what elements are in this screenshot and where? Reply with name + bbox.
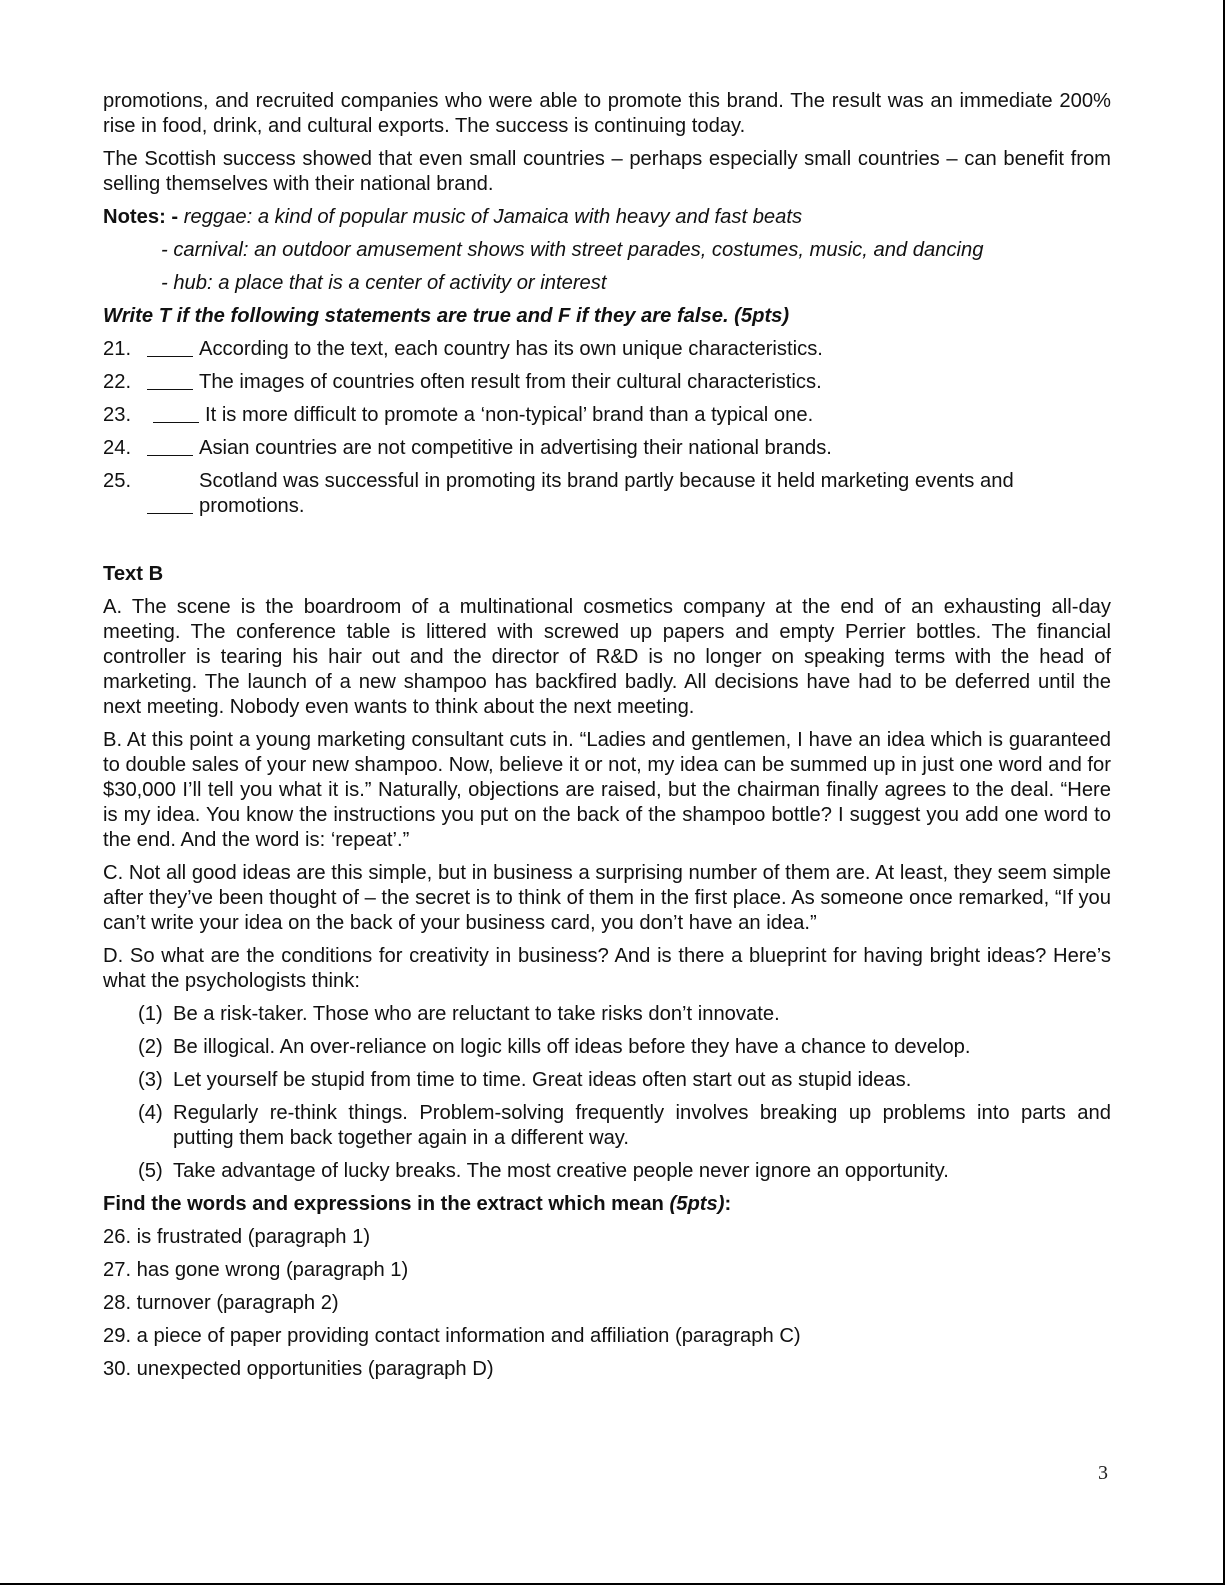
vocab-question-26: 26. is frustrated (paragraph 1) — [103, 1226, 371, 1248]
find-points: (5pts) — [669, 1193, 725, 1215]
list-item-text: Regularly re-think things. Problem-solving frequently involves breaking up problems into parts and putting them back together again in a different way. — [173, 1102, 1111, 1149]
tf-question-22 — [103, 370, 1111, 395]
question-text: It is more difficult to promote a ‘non-typical’ brand than a typical one. — [205, 404, 814, 426]
question-text: Asian countries are not competitive in advertising their national brands. — [199, 437, 832, 459]
list-item-text: Take advantage of lucky breaks. The most creative people never ignore an opportunity. — [173, 1160, 949, 1182]
tf-question-23 — [103, 403, 1111, 428]
answer-blank[interactable] — [147, 337, 199, 362]
list-item-text: Be illogical. An over-reliance on logic kills off ideas before they have a chance to develop. — [173, 1036, 971, 1058]
text-a-conclusion: The Scottish success showed that even small countries – perhaps especially small countries – can benefit from selling themselves with their national brand. — [103, 148, 1111, 195]
find-words-instruction — [103, 1192, 1111, 1217]
list-item-number: (3) — [138, 1069, 163, 1091]
vocab-question-29: 29. a piece of paper providing contact information and affiliation (paragraph C) — [103, 1325, 801, 1347]
tf-question-21 — [103, 337, 1111, 362]
question-number: 22. — [103, 371, 132, 393]
question-text: The images of countries often result from their cultural characteristics. — [199, 371, 822, 393]
paragraph-c: C. Not all good ideas are this simple, but in business a surprising number of them are. At least, they seem simple after they’ve been thought of – the secret is to think of them in the first place. As someone once remarked, “If you can’t write your idea on the back of your business card, you don’t have an idea.” — [103, 862, 1111, 934]
question-number: 21. — [103, 338, 132, 360]
list-item-text: Let yourself be stupid from time to time. Great ideas often start out as stupid ideas. — [173, 1069, 912, 1091]
list-item — [103, 1101, 1111, 1151]
paragraph-a: A. The scene is the boardroom of a multinational cosmetics company at the end of an exhausting all-day meeting. The conference table is littered with screwed up papers and empty Perrier bottles. The financial controller is tearing his hair out and the director of R&D is no longer on speaking terms with the head of marketing. The launch of a new shampoo has backfired badly. All decisions have had to be deferred until the next meeting. Nobody even wants to think about the next meeting. — [103, 596, 1111, 718]
list-item — [103, 1159, 1111, 1184]
list-item — [103, 1068, 1111, 1093]
answer-blank[interactable] — [147, 403, 205, 428]
note-carnival: - carnival: an outdoor amusement shows with street parades, costumes, music, and dancing — [161, 239, 984, 261]
question-number: 25. — [103, 470, 132, 492]
list-item-text: Be a risk-taker. Those who are reluctant to take risks don’t innovate. — [173, 1003, 780, 1025]
question-text: According to the text, each country has its own unique characteristics. — [199, 338, 823, 360]
question-text: Scotland was successful in promoting its brand partly because it held marketing events and promotions. — [199, 470, 1014, 517]
vocab-question-28: 28. turnover (paragraph 2) — [103, 1292, 339, 1314]
note-reggae: reggae: a kind of popular music of Jamaica with heavy and fast beats — [183, 206, 803, 228]
paragraph-b: B. At this point a young marketing consultant cuts in. “Ladies and gentlemen, I have an idea which is guaranteed to double sales of your new shampoo. Now, believe it or not, my idea can be summed up in just one word and for $30,000 I’ll tell you what it is.” Naturally, objections are raised, but the chairman finally agrees to the deal. “Here is my idea. You know the instructions you put on the back of the shampoo bottle? I suggest you add one word to the end. And the word is: ‘repeat’.” — [103, 729, 1111, 851]
page-content — [103, 89, 1111, 1382]
true-false-instruction: Write T if the following statements are true and F if they are false. (5pts) — [103, 305, 790, 327]
list-item-number: (5) — [138, 1160, 163, 1182]
answer-blank[interactable] — [147, 469, 199, 519]
tf-question-25 — [103, 469, 1111, 519]
list-item-number: (1) — [138, 1003, 163, 1025]
list-item — [103, 1002, 1111, 1027]
notes-line-1 — [103, 205, 1111, 230]
notes-label: Notes: - — [103, 206, 179, 228]
answer-blank[interactable] — [147, 370, 199, 395]
text-a-paragraph-end: promotions, and recruited companies who were able to promote this brand. The result was an immediate 200% rise in food, drink, and cultural exports. The success is continuing today. — [103, 90, 1111, 137]
list-item-number: (4) — [138, 1102, 163, 1124]
question-number: 24. — [103, 437, 132, 459]
find-instruction-text: Find the words and expressions in the extract which mean — [103, 1193, 670, 1215]
question-number: 23. — [103, 404, 132, 426]
list-item — [103, 1035, 1111, 1060]
tf-question-24 — [103, 436, 1111, 461]
list-item-number: (2) — [138, 1036, 163, 1058]
answer-blank[interactable] — [147, 436, 199, 461]
text-b-heading: Text B — [103, 563, 164, 585]
find-colon: : — [724, 1193, 732, 1215]
vocab-question-27: 27. has gone wrong (paragraph 1) — [103, 1259, 409, 1281]
paragraph-d: D. So what are the conditions for creativity in business? And is there a blueprint for having bright ideas? Here’s what the psychologists think: — [103, 945, 1111, 992]
vocab-question-30: 30. unexpected opportunities (paragraph D) — [103, 1358, 494, 1380]
page-number: 3 — [1098, 1462, 1108, 1484]
note-hub: - hub: a place that is a center of activity or interest — [161, 272, 607, 294]
